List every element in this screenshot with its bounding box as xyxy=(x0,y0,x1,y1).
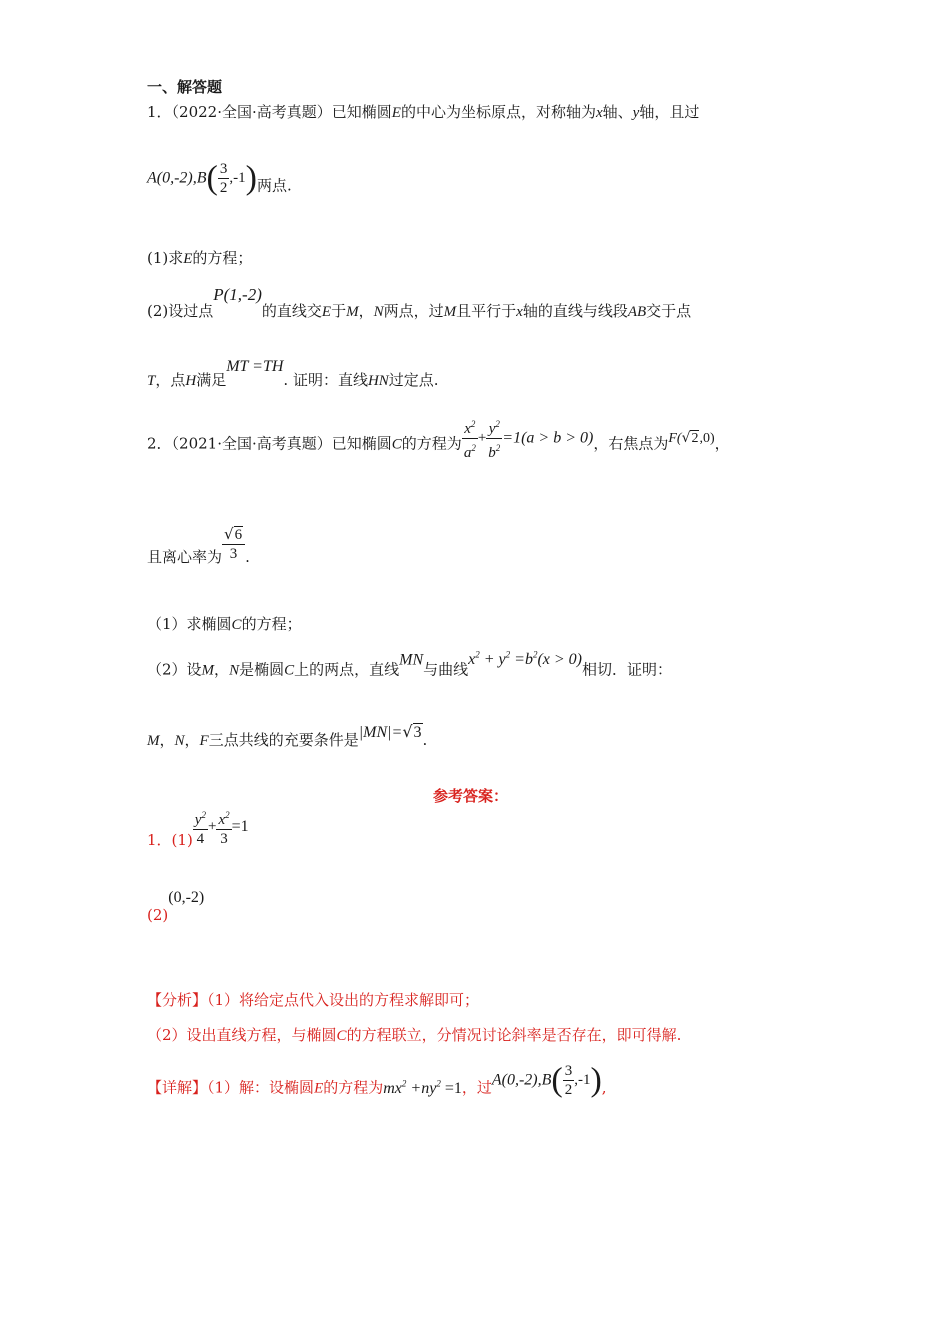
math-var: N xyxy=(373,304,384,320)
fraction xyxy=(563,1062,575,1099)
text: ， xyxy=(358,302,374,320)
text: 的方程为 xyxy=(401,434,462,453)
fixed-point: (0,-2) xyxy=(168,889,205,906)
fraction-sqrt6-3: $\frac{√6}{3}$ xyxy=(222,525,245,563)
text: 的中心为坐标原点，对称轴为 xyxy=(400,103,596,121)
analysis-1 xyxy=(147,989,479,1010)
abs-mn: |MN|= xyxy=(358,724,403,741)
math-var: C xyxy=(231,617,242,633)
detail-tag: 【详解】 xyxy=(147,1078,208,1097)
math-var: E xyxy=(321,304,332,320)
text: (2)设过点 xyxy=(147,302,214,320)
math-var: x xyxy=(595,105,603,121)
text: 轴的直线与线段 xyxy=(522,302,628,320)
text: 且离心率为 xyxy=(147,548,223,566)
text: 轴，且过 xyxy=(639,103,700,121)
vector-equation: MT =TH xyxy=(226,358,284,375)
math-var: MN xyxy=(399,651,424,669)
radicand: 6 xyxy=(234,527,243,543)
math-var: T xyxy=(147,373,156,389)
math-var: M xyxy=(443,304,457,320)
point-b-tail: ,-1 xyxy=(574,1072,591,1088)
text: 三点共线的充要条件是 xyxy=(208,731,359,749)
text: 两点，过 xyxy=(383,302,444,320)
answer-1 xyxy=(147,806,249,856)
plus: + xyxy=(207,818,217,835)
math-var: M xyxy=(147,733,160,749)
text: 于 xyxy=(331,302,347,320)
point-b-tail: ,-1 xyxy=(229,170,246,186)
text: 交于点 xyxy=(646,302,692,320)
paren-right: ) xyxy=(590,1061,602,1099)
question-2-line-1 xyxy=(147,415,730,465)
question-source: （2022·全国·高考真题） xyxy=(171,103,332,121)
denominator: 2 xyxy=(219,180,228,196)
text: 是椭圆 xyxy=(239,660,285,679)
fraction-x2-a2: $\frac{x^2}{a^2}$ xyxy=(463,419,476,461)
fraction-x2-3: $\frac{x^2}{3}$ xyxy=(218,810,230,847)
equals: =1 xyxy=(231,818,249,835)
fraction xyxy=(218,160,230,197)
analysis-2 xyxy=(147,1024,681,1045)
point-p: P(1,-2) xyxy=(213,285,262,304)
text: F( xyxy=(668,431,682,446)
question-1-line-1 xyxy=(147,101,699,122)
radicand: 3 xyxy=(413,724,422,741)
question-2-part-1 xyxy=(147,613,302,634)
focus-point: F(√2,0) xyxy=(668,430,715,446)
point-a: A(0,-2),B xyxy=(147,169,207,187)
question-number: 2． xyxy=(147,434,172,453)
text: 轴、 xyxy=(602,103,633,121)
question-number: 1． xyxy=(147,103,172,121)
math-var: F xyxy=(199,733,209,749)
question-1-part-2 xyxy=(147,285,691,321)
text: 的方程； xyxy=(241,615,302,633)
text: 的方程为 xyxy=(323,1078,384,1097)
text: , xyxy=(601,1078,607,1097)
analysis-tag: 【分析】 xyxy=(147,991,208,1009)
paren-right: ) xyxy=(245,159,257,197)
answer-2 xyxy=(147,888,204,924)
math-var: E xyxy=(391,105,401,121)
text: 上的两点，直线 xyxy=(294,660,400,679)
answer-title: 参考答案： xyxy=(433,787,509,805)
text: ， xyxy=(159,731,175,749)
text: （2）设 xyxy=(147,660,202,679)
math-var: M xyxy=(201,662,215,679)
math-var: E xyxy=(183,251,193,267)
text: （1）求椭圆 xyxy=(147,615,232,633)
text: 相切．证明： xyxy=(582,660,673,679)
math-var: C xyxy=(284,662,295,679)
radicand: 2 xyxy=(691,431,699,446)
answer-label: 1．(1) xyxy=(147,831,193,849)
text: ， xyxy=(714,434,730,453)
math-var: M xyxy=(346,304,359,320)
text: （2）设出直线方程，与椭圆 xyxy=(147,1026,337,1044)
text: (1)求 xyxy=(147,249,184,267)
section-title: 一、解答题 xyxy=(147,78,223,96)
denominator: 2 xyxy=(564,1082,573,1098)
numerator: 3 xyxy=(219,161,228,177)
text: . 证明：直线 xyxy=(283,371,368,389)
text: ，点 xyxy=(155,371,186,389)
math-var: N xyxy=(229,662,240,679)
curve-equation: $x^2 + y^2 =b^2(x > 0)$ xyxy=(468,650,583,669)
fraction-y2-4: $\frac{y^2}{4}$ xyxy=(194,810,206,847)
equation-tail: =1(a > b > 0) xyxy=(502,429,594,447)
text: =1 xyxy=(444,1079,462,1097)
paren-left: ( xyxy=(206,159,218,197)
text: 两点. xyxy=(256,176,292,195)
math-var: x xyxy=(516,304,523,320)
text: 的方程联立，分情况讨论斜率是否存在，即可得解. xyxy=(346,1026,682,1044)
text: 已知椭圆 xyxy=(331,103,392,121)
math-var: E xyxy=(314,1080,324,1097)
text: ， xyxy=(184,731,200,749)
math-var: y xyxy=(632,105,640,121)
text: 满足 xyxy=(196,371,227,389)
text: ，右焦点为 xyxy=(593,434,669,453)
fraction-y2-b2: $\frac{y^2}{b^2}$ xyxy=(488,419,501,461)
text: ,0) xyxy=(699,431,715,446)
text: 已知椭圆 xyxy=(331,434,392,453)
text: 与曲线 xyxy=(423,660,469,679)
text: 过定点. xyxy=(388,371,439,389)
math-var: C xyxy=(336,1028,347,1044)
text: （1）解：设椭圆 xyxy=(207,1078,315,1097)
question-1-part-2-line-2 xyxy=(147,358,439,390)
text: . xyxy=(245,548,250,566)
question-2-eccentricity xyxy=(147,525,250,575)
text: 的方程； xyxy=(192,249,253,267)
plus: + xyxy=(477,430,487,446)
text: 的直线交 xyxy=(261,302,322,320)
question-source: （2021·全国·高考真题） xyxy=(171,434,332,453)
text: 且平行于 xyxy=(456,302,517,320)
paren-left: ( xyxy=(551,1061,563,1099)
point-a: A(0,-2),B xyxy=(491,1071,552,1089)
ellipse-general-eq: $mx^2 +ny^2 =1$ xyxy=(383,1078,462,1097)
math-var: C xyxy=(391,436,402,453)
detail xyxy=(147,1062,607,1106)
text: . xyxy=(422,731,428,749)
text: ， xyxy=(214,660,230,679)
math-var: AB xyxy=(627,304,647,320)
text: ，过 xyxy=(461,1078,492,1097)
answer-label: (2) xyxy=(147,906,169,924)
denominator: 3 xyxy=(222,544,245,563)
text: (x > 0) xyxy=(537,651,583,669)
text: （1）将给定点代入设出的方程求解即可； xyxy=(207,991,480,1009)
question-2-part-2 xyxy=(147,650,672,679)
math-var: H xyxy=(185,373,197,389)
math-var: HN xyxy=(367,373,389,389)
question-1-points xyxy=(147,160,292,204)
math-var: N xyxy=(174,733,185,749)
question-1-part-1 xyxy=(147,247,252,268)
numerator: 3 xyxy=(564,1063,573,1079)
question-2-line-3: M，N，F三点共线的充要条件是|MN|=√3. xyxy=(147,722,428,749)
